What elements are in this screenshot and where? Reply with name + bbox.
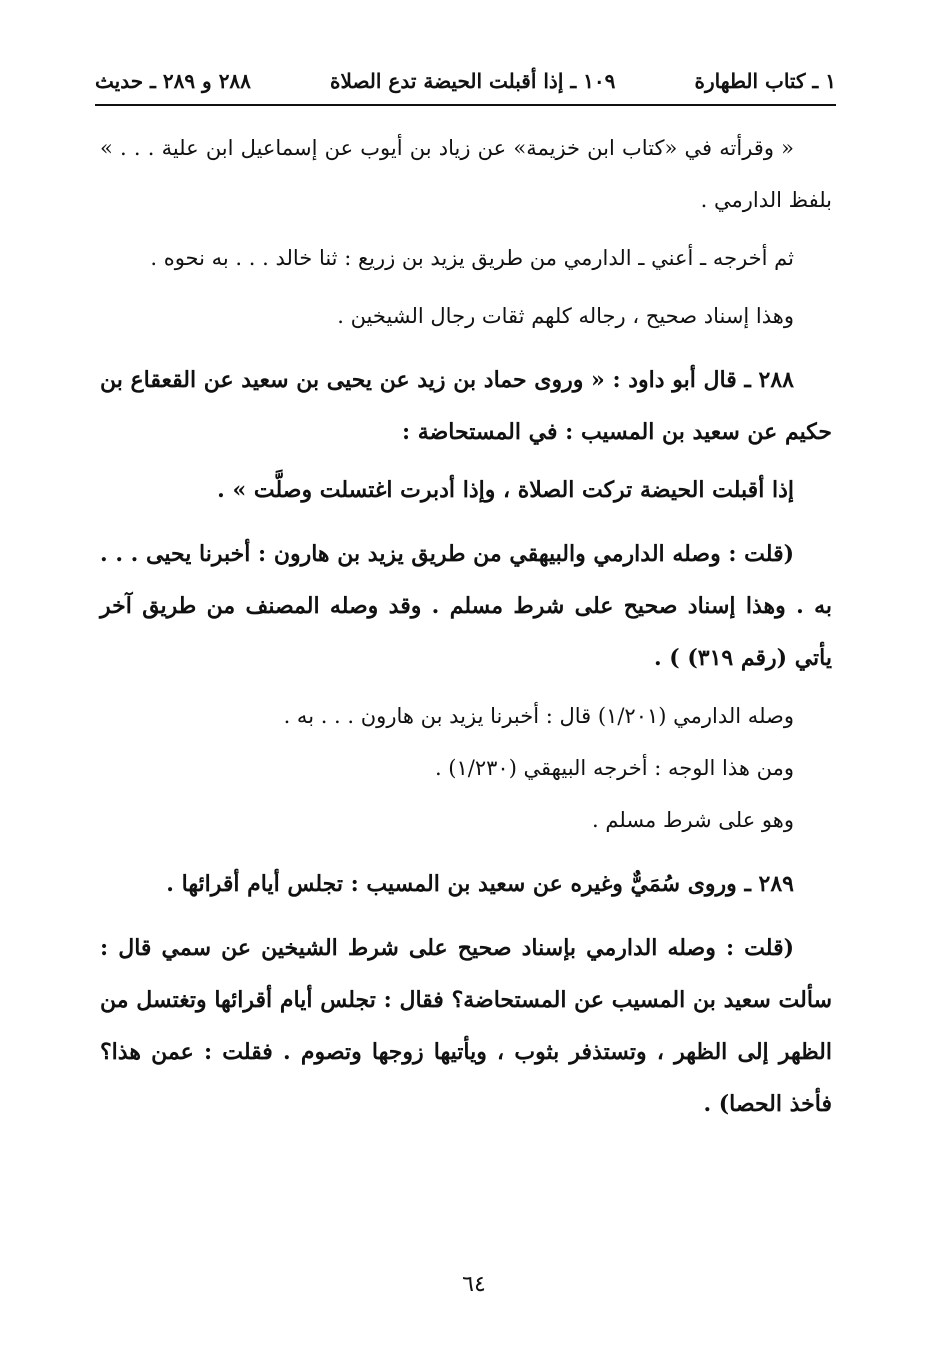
hadith-289-text: ٢٨٩ ـ وروى سُمَيٌّ وغيره عن سعيد بن المسيب : تجلس أيام أقرائها . [166, 871, 794, 897]
hadith-288-comment: (قلت : وصله الدارمي والبيهقي من طريق يزيد بن هارون : أخبرنا يحيى . . . به . وهذا إسناد صحيح على شرط مسلم . وقد وصله المصنف من طريق آخر يأتي (رقم ٣١٩) ) . [100, 541, 832, 671]
paragraph-darimi-reference: وصله الدارمي (١/٢٠١) قال : أخبرنا يزيد بن هارون . . . به . [283, 704, 794, 728]
paragraph-darimi-yazid: ثم أخرجه ـ أعني ـ الدارمي من طريق يزيد بن زريع : ثنا خالد . . . به نحوه . [150, 246, 794, 270]
hadith-288-continuation: إذا أقبلت الحيضة تركت الصلاة ، وإذا أدبرت اغتسلت وصلَّت » . [217, 477, 794, 503]
page-body [100, 122, 832, 1130]
paragraph-bayhaqi-reference: ومن هذا الوجه : أخرجه البيهقي (١/٢٣٠) . [434, 756, 794, 780]
running-header [95, 64, 836, 98]
paragraph-isnad-sahih: وهذا إسناد صحيح ، رجاله كلهم ثقات رجال الشيخين . [337, 304, 794, 328]
header-divider [95, 104, 836, 106]
header-book-title: ١ ـ كتاب الطهارة [694, 69, 836, 93]
page-number: ٦٤ [462, 1272, 486, 1297]
header-chapter-title: ١٠٩ ـ إذا أقبلت الحيضة تدع الصلاة [330, 69, 616, 93]
header-hadith-numbers: ٢٨٨ و ٢٨٩ ـ حديث [95, 69, 251, 93]
hadith-288-text: ٢٨٨ ـ قال أبو داود : « وروى حماد بن زيد عن يحيى بن سعيد عن القعقاع بن حكيم عن سعيد بن المسيب : في المستحاضة : [100, 367, 832, 445]
hadith-289-comment: (قلت : وصله الدارمي بإسناد صحيح على شرط الشيخين عن سمي قال : سألت سعيد بن المسيب عن المستحاضة؟ فقال : تجلس أيام أقرائها وتغتسل من الظهر إلى الظهر ، وتستذفر بثوب ، ويأتيها زوجها وتصوم . فقلت : عمن هذا؟ فأخذ الحصا) . [100, 935, 832, 1117]
paragraph-muslim-condition: وهو على شرط مسلم . [592, 808, 794, 832]
paragraph-ibn-khuzaymah: « وقرأته في «كتاب ابن خزيمة» عن زياد بن أيوب عن إسماعيل ابن علية . . . » بلفظ الدارمي . [100, 136, 832, 212]
